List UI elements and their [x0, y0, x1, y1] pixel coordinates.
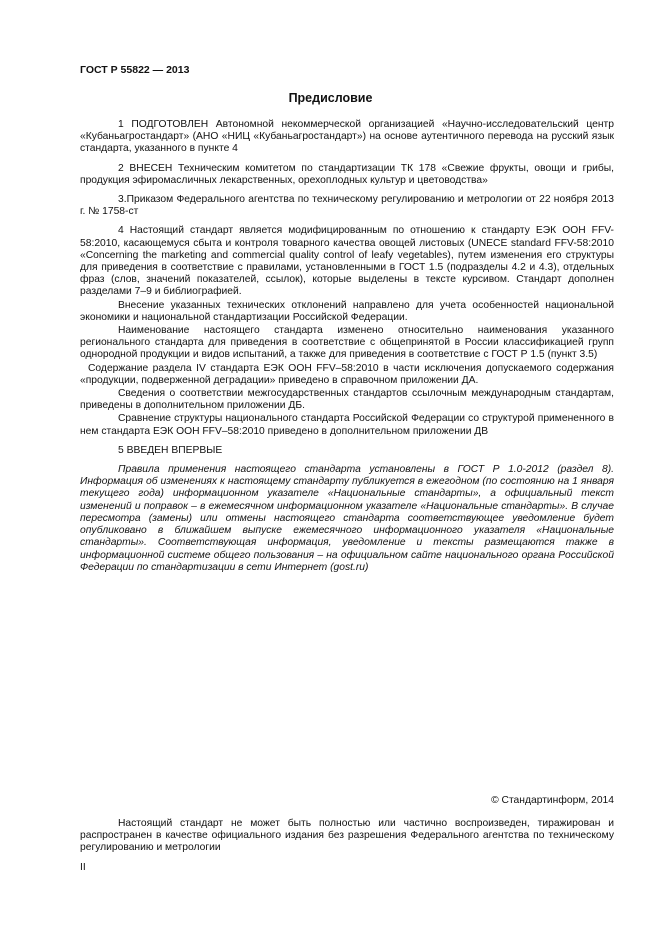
foreword-body: [80, 119, 614, 581]
paragraph-submitted-by: 2 ВНЕСЕН Техническим комитетом по стандартизации ТК 178 «Свежие фрукты, овощи и грибы, продукция эфиромасличных лекарственных, орехоплодных культур и цветоводства»: [80, 162, 614, 186]
copyright: © Стандартинформ, 2014: [491, 795, 614, 806]
section-title: Предисловие: [288, 91, 373, 105]
paragraph-name-change: Наименование настоящего стандарта изменено относительно наименования указанного регионального стандарта для приведения в соответствие с общепринятой в России классификацией групп однородной продукции и видов испытаний, а также для приведения в соответствие с ГОСТ Р 1.5 (пункт 3.5): [80, 325, 614, 361]
paragraph-application-rules: Правила применения настоящего стандарта установлены в ГОСТ Р 1.0-2012 (раздел 8). Информация об изменениях к настоящему стандарту публикуется в ежегодном (по состоянию на 1 января текущего года) информационном указателе «Национальные стандарты», а официальный текст изменений и поправок – в ежемесячном информационном указателе «Национальные стандарты». В случае пересмотра (замены) или отмены настоящего стандарта соответствующее уведомление будет опубликовано в ближайшем выпуске ежемесячного информационного указателя «Национальные стандарты». Соответствующая информация, уведомление и тексты размещаются также в информационной системе общего пользования – на официальном сайте национального органа Российской Федерации по стандартизации в сети Интернет (gost.ru): [80, 464, 614, 573]
paragraph-order: 3.Приказом Федерального агентства по техническому регулированию и метрологии от 22 ноября 2013 г. № 1758-ст: [80, 194, 614, 218]
page-number: II: [80, 862, 86, 873]
paragraph-modification: 4 Настоящий стандарт является модифицированным по отношению к стандарту ЕЭК ООН FFV-58:2010, касающемуся сбыта и контроля товарного качества овощей листовых (UNECE standard FFV-58:2010 «Concerning the marketing and commercial quality control of leafy vegetables), путем изменения его структуры для приведения в соответствие с правилами, установленными в ГОСТ 1.5 (подразделы 4.2 и 4.3), отдельных фраз (слов, значений показателей, ссылок), которые выделены в тексте курсивом. Стандарт дополнен разделами 7–9 и библиографией.: [80, 225, 614, 298]
reproduction-notice: Настоящий стандарт не может быть полностью или частично воспроизведен, тиражирован и распространен в качестве официального издания без разрешения Федерального агентства по техническому регулированию и метрологии: [80, 818, 614, 854]
paragraph-section-iv: Содержание раздела IV стандарта ЕЭК ООН FFV–58:2010 в части исключения допускаемого содержания «продукции, подверженной деградации» приведено в справочном приложении ДА.: [80, 362, 614, 386]
document-code: ГОСТ Р 55822 — 2013: [80, 64, 190, 76]
paragraph-introduced: 5 ВВЕДЕН ВПЕРВЫЕ: [118, 444, 223, 456]
paragraph-appendix-dv: Сравнение структуры национального стандарта Российской Федерации со структурой примененного в нем стандарта ЕЭК ООН FFV–58:2010 приведено в дополнительном приложении ДВ: [80, 413, 614, 437]
paragraph-prepared-by: 1 ПОДГОТОВЛЕН Автономной некоммерческой организацией «Научно-исследовательский центр «Кубаньагростандарт» (АНО «НИЦ «Кубаньагростандарт») на основе аутентичного перевода на русский язык стандарта, указанного в пункте 4: [80, 119, 614, 155]
paragraph-appendix-db: Сведения о соответствии межгосударственных стандартов ссылочным международным стандартам, приведены в дополнительном приложении ДБ.: [80, 388, 614, 412]
paragraph-deviations: Внесение указанных технических отклонений направлено для учета особенностей национальной экономики и национальной стандартизации Российской Федерации.: [80, 299, 614, 323]
